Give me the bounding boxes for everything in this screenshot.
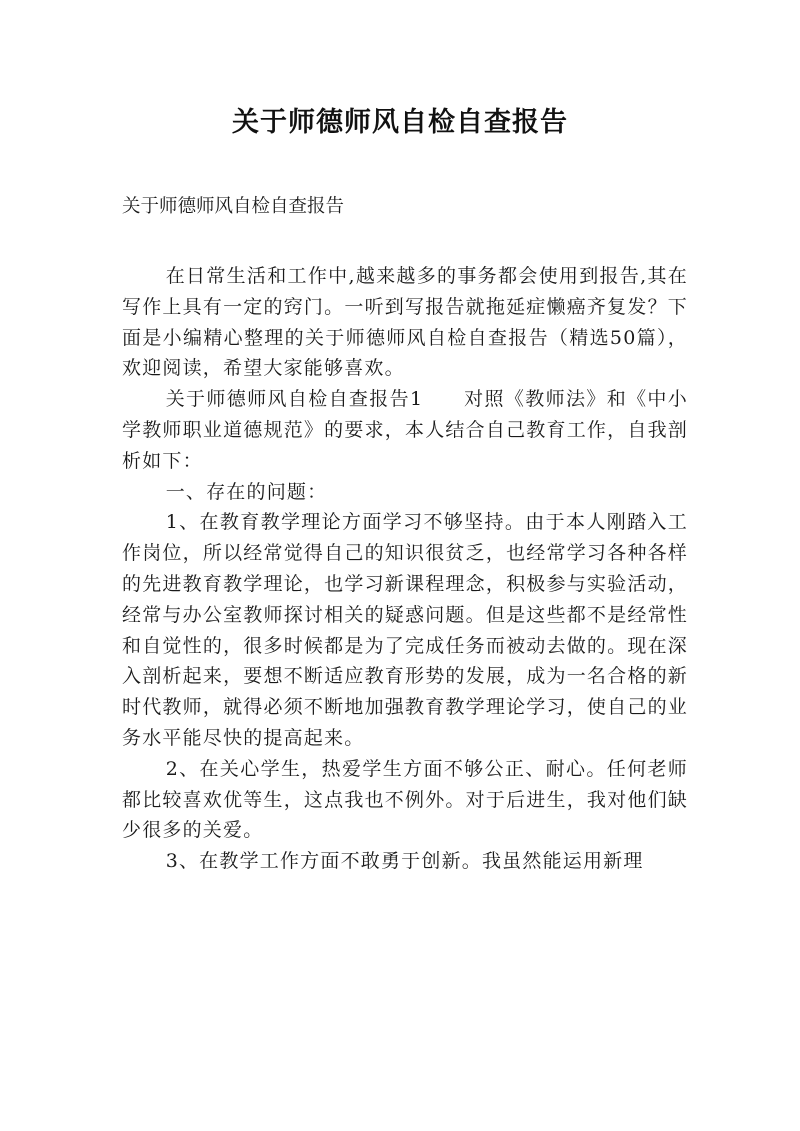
paragraph-problem-3: 3、在教学工作方面不敢勇于创新。我虽然能运用新理 xyxy=(165,850,644,873)
document-subtitle: 关于师德师风自检自查报告 xyxy=(122,196,345,217)
paragraph-problem-1: 1、在教育教学理论方面学习不够坚持。由于本人刚踏入工作岗位，所以经常觉得自己的知识很贫乏，也经常学习各种各样的先进教育教学理论，也学习新课程理念，积极参与实验活动，经常与办公室教师探讨相关的疑惑问题。但是这些都不是经常性和自觉性的，很多时候都是为了完成任务而被动去做的。现在深入剖析起来，要想不断适应教育形势的发展，成为一名合格的新时代教师，就得必须不断地加强教育教学理论学习，使自己的业务水平能尽快的提高起来。 xyxy=(122,511,688,749)
paragraph-report-1-opening: 关于师德师风自检自查报告1 对照《教师法》和《中小学教师职业道德规范》的要求，本人结合自己教育工作，自我剖析如下： xyxy=(122,388,688,472)
paragraph-problem-2: 2、在关心学生，热爱学生方面不够公正、耐心。任何老师都比较喜欢优等生，这点我也不例外。对于后进生，我对他们缺少很多的关爱。 xyxy=(122,757,688,842)
paragraph-intro: 在日常生活和工作中,越来越多的事务都会使用到报告,其在写作上具有一定的窍门。一听到写报告就拖延症懒癌齐复发？下面是小编精心整理的关于师德师风自检自查报告（精选50篇），欢迎阅读，希望大家能够喜欢。 xyxy=(122,265,688,380)
document-title: 关于师德师风自检自查报告 xyxy=(232,107,568,138)
document-body xyxy=(122,261,688,877)
section-heading-problems: 一、存在的问题： xyxy=(165,480,328,503)
